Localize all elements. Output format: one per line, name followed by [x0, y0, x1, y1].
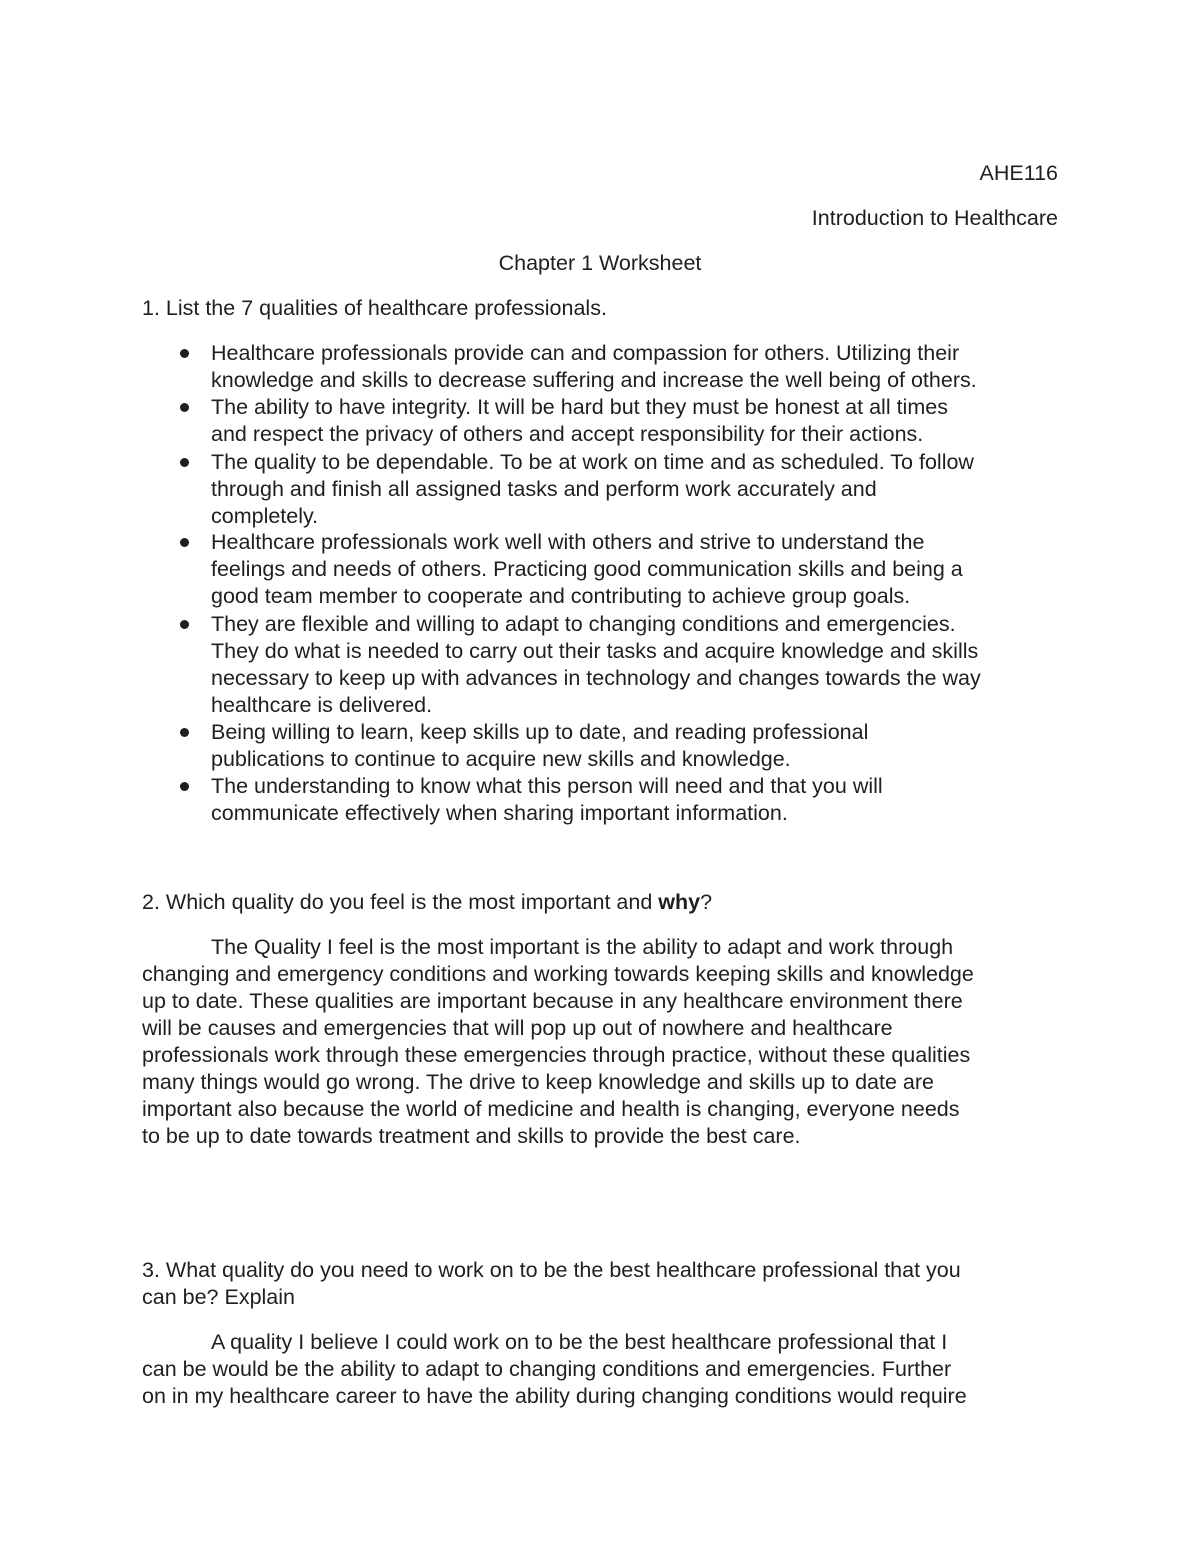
question-2: [142, 889, 712, 916]
course-code: AHE116: [979, 161, 1058, 185]
answer-2-line: many things would go wrong. The drive to keep knowledge and skills up to date are: [142, 1070, 934, 1094]
list-item-line: feelings and needs of others. Practicing good communication skills and being a: [211, 557, 963, 581]
list-item-line: good team member to cooperate and contributing to achieve group goals.: [211, 584, 911, 608]
answer-2-line: The Quality I feel is the most important is the ability to adapt and work through: [211, 935, 954, 959]
question-2-text: 2. Which quality do you feel is the most important and: [142, 890, 659, 914]
list-item-line: The ability to have integrity. It will be hard but they must be honest at all times: [211, 395, 948, 419]
list-item-line: and respect the privacy of others and accept responsibility for their actions.: [211, 422, 924, 446]
answer-2-line: up to date. These qualities are important because in any healthcare environment there: [142, 989, 963, 1013]
answer-3-line: A quality I believe I could work on to be the best healthcare professional that I: [211, 1330, 948, 1354]
answer-2-line: professionals work through these emergencies through practice, without these qualities: [142, 1043, 971, 1067]
list-item-line: Healthcare professionals work well with others and strive to understand the: [211, 530, 925, 554]
question-1: 1. List the 7 qualities of healthcare professionals.: [142, 296, 607, 320]
question-3-line: can be? Explain: [142, 1285, 295, 1309]
bullet-icon: [180, 728, 189, 737]
list-item-line: communicate effectively when sharing important information.: [211, 801, 788, 825]
list-item-line: The understanding to know what this person will need and that you will: [211, 774, 883, 798]
answer-3-line: on in my healthcare career to have the ability during changing conditions would require: [142, 1384, 967, 1408]
list-item-line: Being willing to learn, keep skills up to date, and reading professional: [211, 720, 869, 744]
question-2-mark: ?: [700, 890, 713, 914]
list-item-line: completely.: [211, 504, 319, 528]
list-item-line: publications to continue to acquire new skills and knowledge.: [211, 747, 791, 771]
list-item-line: Healthcare professionals provide can and compassion for others. Utilizing their: [211, 341, 960, 365]
course-title: Introduction to Healthcare: [811, 206, 1058, 230]
bullet-icon: [180, 620, 189, 629]
bullet-icon: [180, 458, 189, 467]
worksheet-title: Chapter 1 Worksheet: [498, 251, 702, 275]
list-item-line: healthcare is delivered.: [211, 693, 433, 717]
list-item-line: knowledge and skills to decrease suffering and increase the well being of others.: [211, 368, 977, 392]
question-3-line: 3. What quality do you need to work on to be the best healthcare professional that you: [142, 1258, 961, 1282]
answer-2-line: important also because the world of medicine and health is changing, everyone needs: [142, 1097, 960, 1121]
bullet-icon: [180, 782, 189, 791]
list-item-line: They are flexible and willing to adapt to changing conditions and emergencies.: [211, 612, 956, 636]
list-item-line: necessary to keep up with advances in technology and changes towards the way: [211, 666, 981, 690]
answer-2-line: will be causes and emergencies that will pop up out of nowhere and healthcare: [142, 1016, 893, 1040]
list-item-line: The quality to be dependable. To be at work on time and as scheduled. To follow: [211, 450, 974, 474]
question-2-emphasis: why: [658, 890, 701, 914]
answer-2-line: to be up to date towards treatment and skills to provide the best care.: [142, 1124, 801, 1148]
list-item-line: They do what is needed to carry out their tasks and acquire knowledge and skills: [211, 639, 979, 663]
list-item-line: through and finish all assigned tasks and perform work accurately and: [211, 477, 877, 501]
bullet-icon: [180, 538, 189, 547]
bullet-icon: [180, 403, 189, 412]
answer-2-line: changing and emergency conditions and working towards keeping skills and knowledge: [142, 962, 974, 986]
answer-3-line: can be would be the ability to adapt to changing conditions and emergencies. Further: [142, 1357, 952, 1381]
bullet-icon: [180, 349, 189, 358]
